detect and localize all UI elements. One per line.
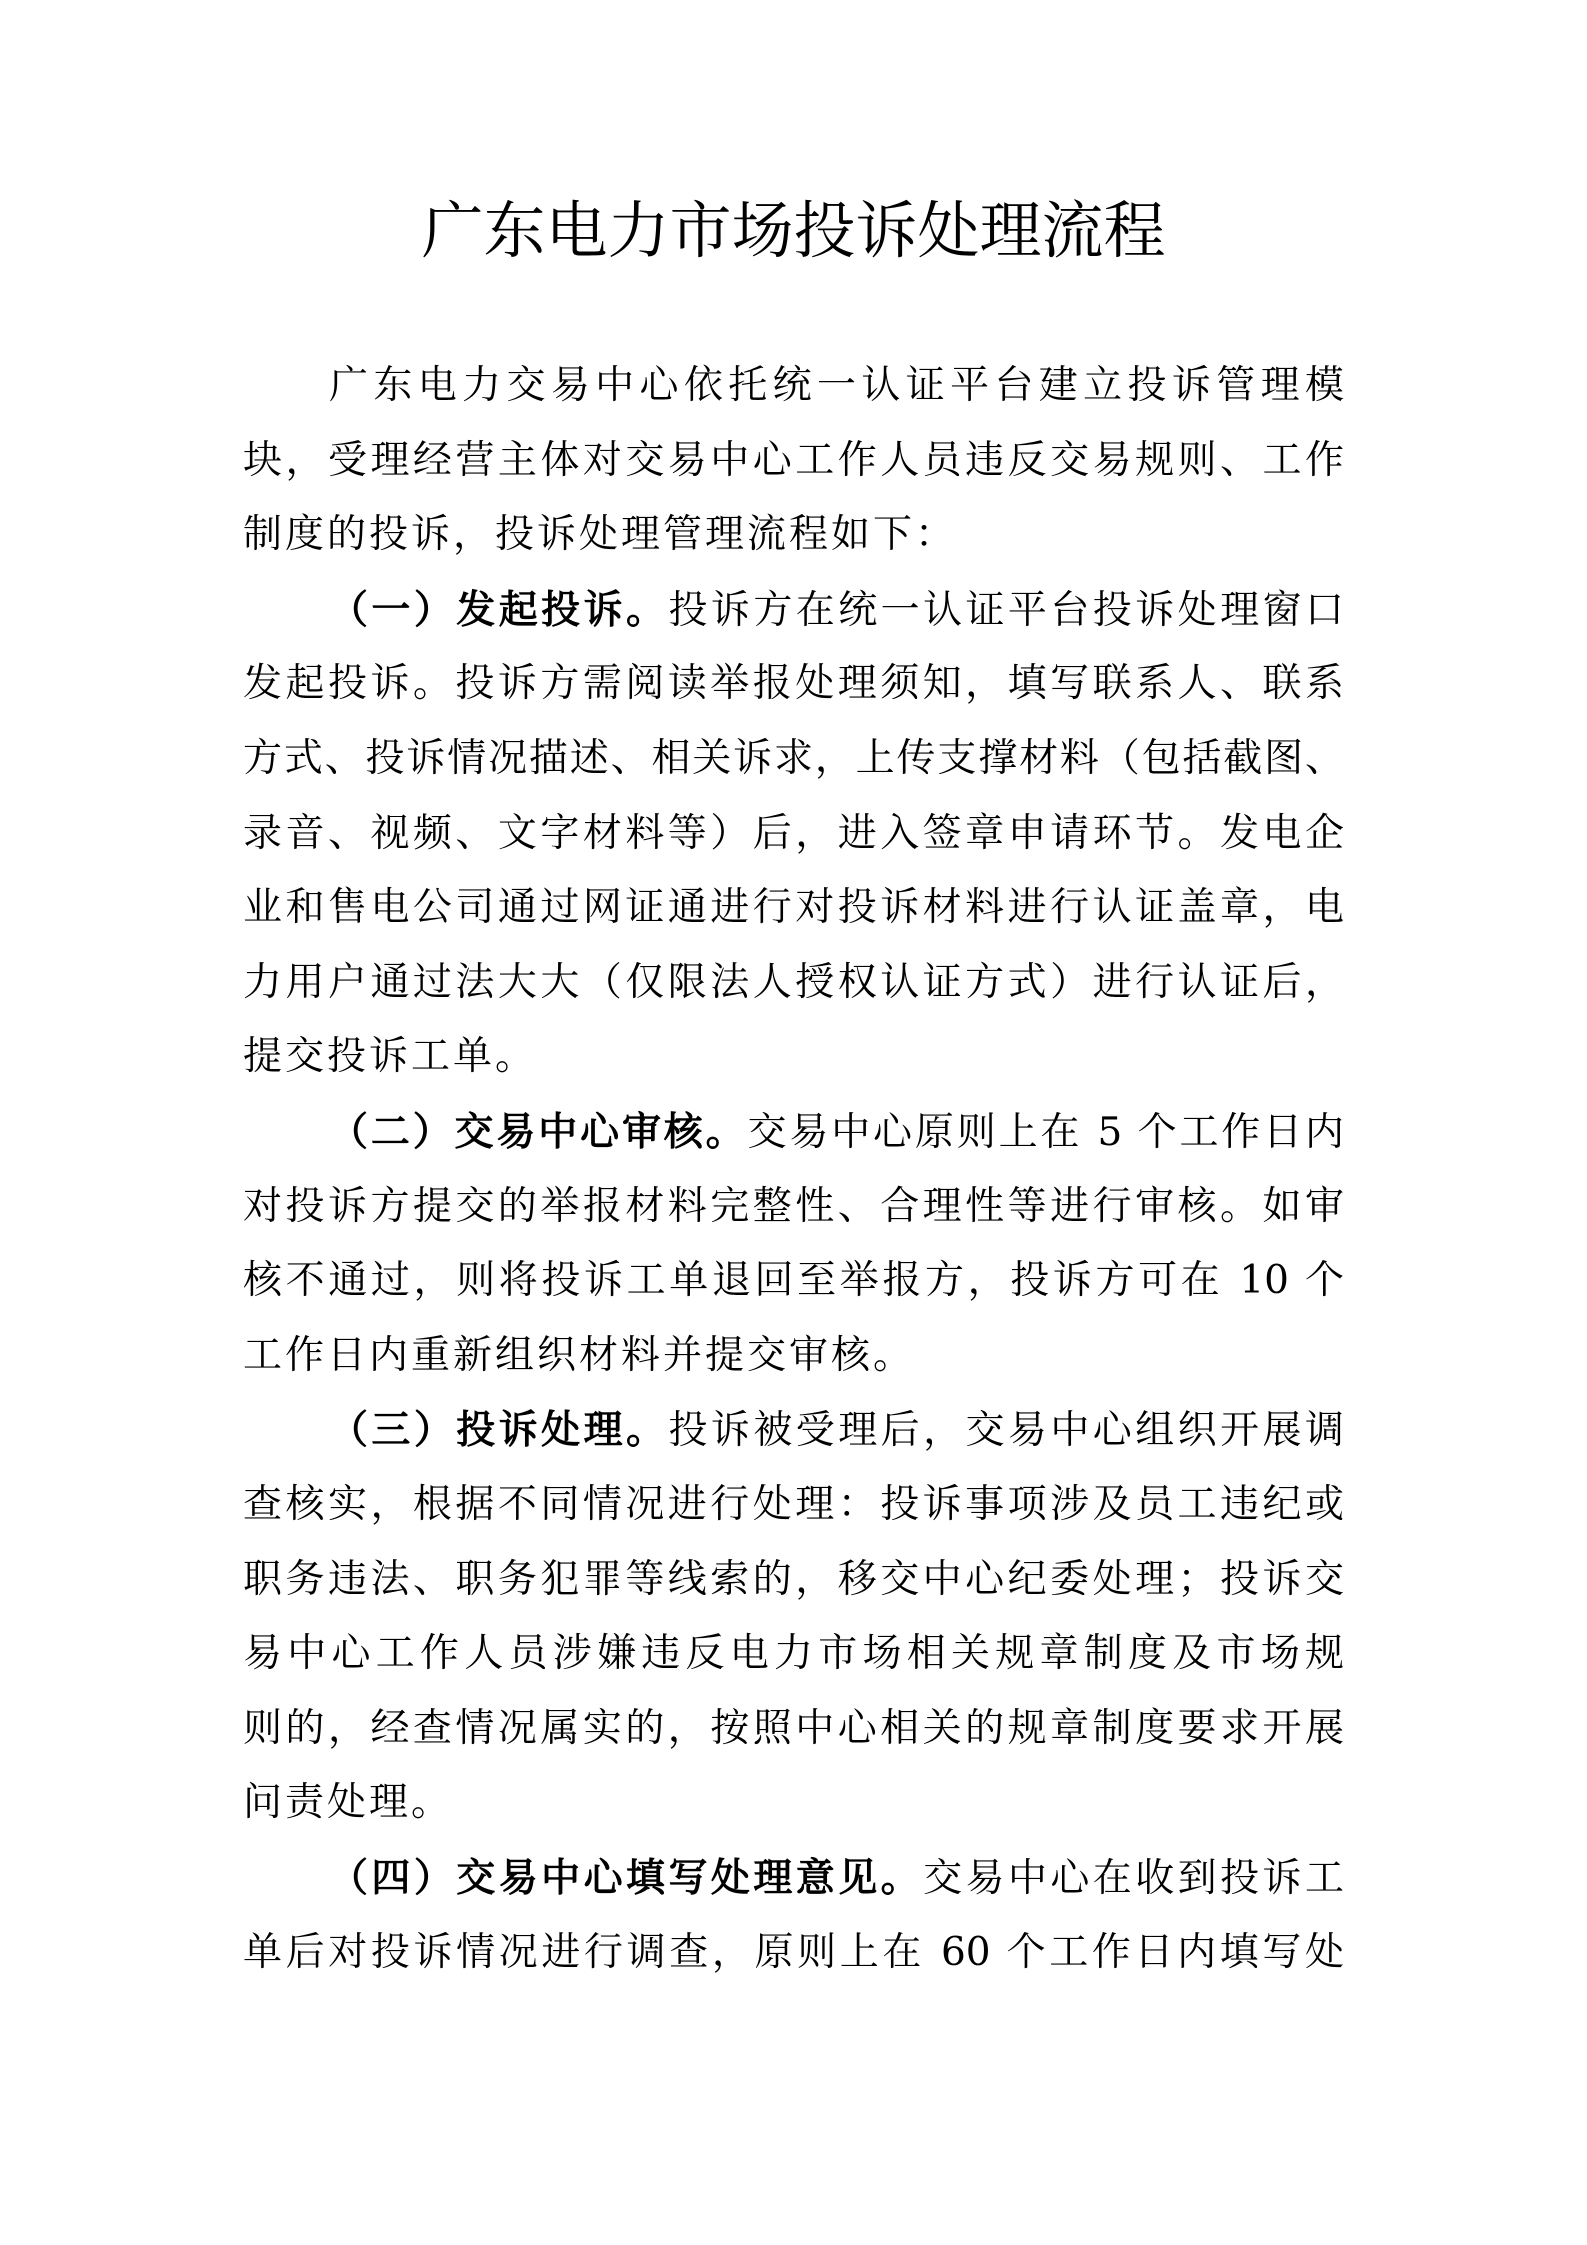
line-text: 查核实，根据不同情况进行处理：投诉事项涉及员工违纪或 — [243, 1482, 1344, 1527]
line-text: 单后对投诉情况进行调查，原则上在 60 个工作日内填写处 — [243, 1929, 1344, 1975]
text-line — [329, 360, 1344, 412]
text-line — [243, 1703, 1344, 1755]
text-line — [243, 1927, 1344, 1979]
text-line — [329, 1404, 1344, 1456]
text-line — [243, 808, 1344, 860]
text-line — [329, 1852, 1344, 1904]
text-line — [243, 1628, 1344, 1680]
section-heading: （二）交易中心审核。 — [329, 1109, 748, 1155]
section-heading: （三）投诉处理。 — [329, 1407, 669, 1454]
line-text: 业和售电公司通过网证通进行对投诉材料进行认证盖章，电 — [243, 885, 1344, 931]
line-text: 发起投诉。投诉方需阅读举报处理须知，填写联系人、联系 — [243, 661, 1344, 707]
line-text: 提交投诉工单。 — [243, 1034, 538, 1080]
line-text: 力用户通过法大大（仅限法人授权认证方式）进行认证后， — [243, 959, 1344, 1005]
line-text: 职务违法、职务犯罪等线索的，移交中心纪委处理；投诉交 — [243, 1556, 1344, 1602]
section-heading: （四）交易中心填写处理意见。 — [329, 1855, 924, 1901]
text-line — [243, 1479, 1344, 1531]
line-text: 易中心工作人员涉嫌违反电力市场相关规章制度及市场规 — [243, 1631, 1344, 1677]
line-text: 投诉方在统一认证平台投诉处理窗口 — [668, 587, 1344, 633]
text-line — [243, 1181, 1344, 1233]
line-text: 核不通过，则将投诉工单退回至举报方，投诉方可在 10 个 — [243, 1258, 1344, 1304]
line-text: 录音、视频、文字材料等）后，进入签章申请环节。发电企 — [243, 810, 1344, 856]
document-title: 广东电力市场投诉处理流程 — [421, 194, 1166, 267]
text-line — [243, 1255, 1344, 1307]
line-text: 制度的投诉，投诉处理管理流程如下： — [243, 512, 958, 558]
line-text: 对投诉方提交的举报材料完整性、合理性等进行审核。如审 — [243, 1183, 1344, 1229]
line-text: 投诉被受理后，交易中心组织开展调 — [668, 1408, 1344, 1454]
text-line — [243, 658, 1344, 710]
text-line — [243, 435, 1344, 487]
line-text: 方式、投诉情况描述、相关诉求，上传支撑材料（包括截图、 — [243, 736, 1344, 781]
line-text: 则的，经查情况属实的，按照中心相关的规章制度要求开展 — [243, 1705, 1344, 1751]
section-heading: （一）发起投诉。 — [329, 586, 669, 633]
text-line — [329, 584, 1344, 636]
line-text: 问责处理。 — [243, 1780, 454, 1826]
text-line — [243, 1330, 1344, 1382]
text-line — [243, 1777, 1344, 1829]
line-text: 工作日内重新组织材料并提交审核。 — [243, 1332, 916, 1378]
text-line — [243, 882, 1344, 934]
line-text: 交易中心原则上在 5 个工作日内 — [747, 1110, 1344, 1155]
text-line — [243, 509, 1344, 561]
line-text: 交易中心在收到投诉工 — [923, 1856, 1344, 1901]
text-line — [243, 733, 1344, 785]
line-text: 块，受理经营主体对交易中心工作人员违反交易规则、工作 — [243, 437, 1344, 483]
text-line — [243, 1031, 1344, 1083]
text-line — [243, 1554, 1344, 1606]
line-text: 广东电力交易中心依托统一认证平台建立投诉管理模 — [329, 363, 1344, 408]
text-line — [329, 1106, 1344, 1158]
text-line — [243, 957, 1344, 1009]
